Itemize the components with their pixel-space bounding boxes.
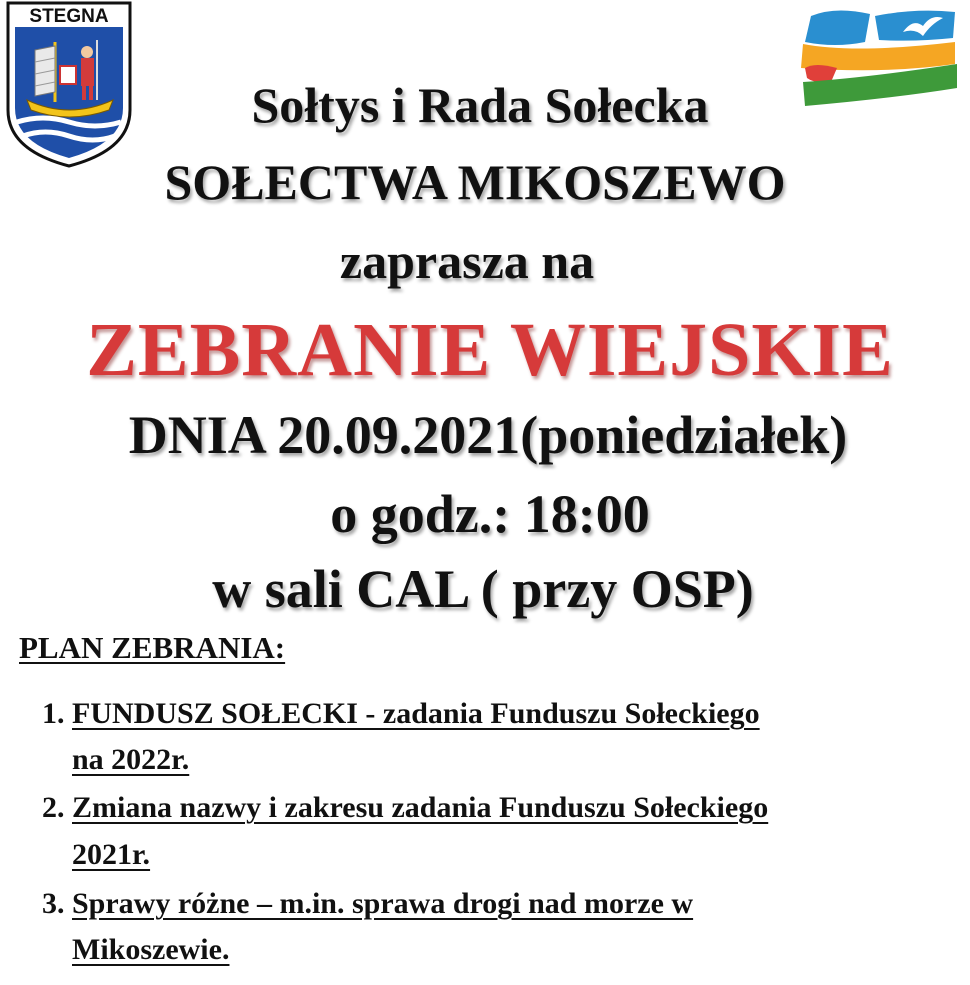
header-line-soltys: Sołtys i Rada Sołecka xyxy=(251,77,709,133)
event-time: o godz.: 18:00 xyxy=(330,484,650,544)
plan-item-3-line2: Mikoszewie. xyxy=(72,933,230,966)
header-line-solectwa: SOŁECTWA MIKOSZEWO xyxy=(164,154,786,210)
header-line-zaprasza: zaprasza na xyxy=(339,233,595,289)
plan-item-2-line1: Zmiana nazwy i zakresu zadania Funduszu Sołeckiego xyxy=(72,791,769,824)
plan-item-1-line1: FUNDUSZ SOŁECKI - zadania Funduszu Sołeckiego xyxy=(72,697,760,730)
plan-item-1-line2: na 2022r. xyxy=(72,743,190,776)
plan-item-number: 2. xyxy=(42,791,65,824)
event-place: w sali CAL ( przy OSP) xyxy=(212,559,754,619)
plan-heading: PLAN ZEBRANIA: xyxy=(19,630,286,665)
event-title: ZEBRANIE WIEJSKIE xyxy=(86,308,894,392)
plan-item-2-line2: 2021r. xyxy=(72,838,151,871)
crest-label: STEGNA xyxy=(29,6,109,27)
plan-item-3-line1: Sprawy różne – m.in. sprawa drogi nad morze w xyxy=(72,887,694,920)
plan-item-number: 1. xyxy=(42,697,65,730)
event-date: DNIA 20.09.2021(poniedziałek) xyxy=(128,405,848,465)
plan-item-number: 3. xyxy=(42,887,65,920)
